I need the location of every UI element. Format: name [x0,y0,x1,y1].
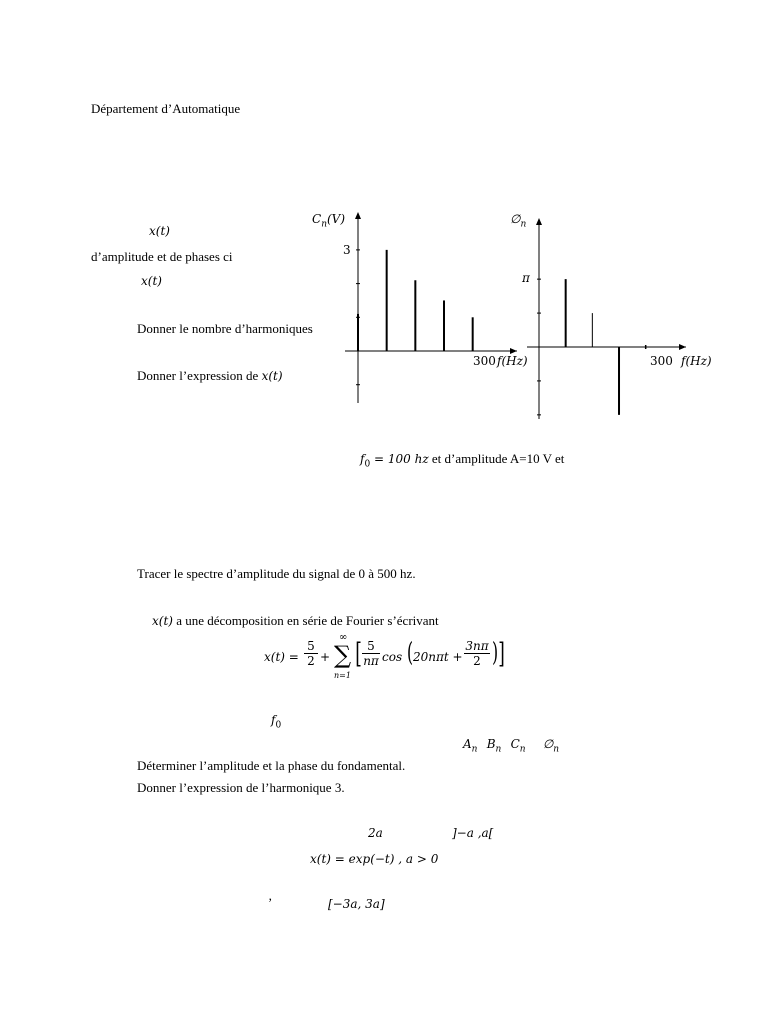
coeff-C-sub: n [519,744,526,755]
eq-paren-left: ( [407,638,414,668]
eq-frac3-den: 2 [473,654,481,668]
f0-value: = 100 hz [370,452,429,466]
f0-symbol-2 [271,713,281,731]
eq-cos: cos [382,650,403,664]
phase-axis-base: ∅ [510,212,521,226]
amplitude-xaxis-label: f(Hz) [497,354,528,368]
f0-statement [360,452,564,470]
question-trace-spectrum: Tracer le spectre d’amplitude du signal de 0 à 500 hz. [137,566,416,581]
question-fundamental: Déterminer l’amplitude et la phase du fondamental. [137,758,406,773]
signal-label-2: x(t) [141,274,162,288]
period-label: 2a [368,826,383,840]
coeff-phi-sub: n [553,744,560,755]
eq-lhs: x(t) = [264,650,299,664]
eq-sum-top: ∞ [339,632,348,643]
signal-label: x(t) [149,224,170,238]
f0-sub: 0 [364,459,371,470]
eq-frac2-num: 5 [362,639,380,654]
coefficients-list [463,737,559,755]
eq-frac3-num: 3nπ [465,639,489,653]
coeff-B-sub: n [495,744,502,755]
eq-frac2 [362,639,380,668]
eq-frac2-den: nπ [363,654,379,668]
amplitude-axis-unit: (V) [326,212,346,226]
eq-frac1 [304,639,318,668]
eq-frac3 [464,639,490,668]
question-harmonic-3: Donner l’expression de l’harmonique 3. [137,780,345,795]
coeff-B: B [486,737,496,751]
eq-bracket-right: ] [498,637,505,670]
signal-equation: x(t) = exp(−t) , a > 0 [310,852,439,866]
eq-frac1-den: 2 [307,654,315,668]
phase-xtick-label: 300 [650,354,673,368]
amplitude-ytick-label: 3 [343,243,351,257]
eq-sum: ∑ [334,641,352,669]
f0-2-sub: 0 [275,720,282,731]
department-header: Département d’Automatique [91,101,241,116]
fourier-intro [152,614,439,627]
phase-y-arrow [536,218,542,225]
amplitude-axis-base: C [312,212,322,226]
interval-label: ]−a ,a[ [452,826,494,840]
eq-paren-right: ) [492,638,499,668]
question-expression-text: Donner l’expression de [137,368,262,383]
eq-bracket-left: [ [355,637,362,670]
amplitude-axis-label [312,212,345,230]
eq-plus: + [320,650,331,664]
coeff-A-sub: n [471,744,478,755]
phase-axis-sub: n [520,219,527,230]
eq-arg: 20nπt + [413,650,463,664]
apostrophe-mark: ’ [268,895,273,910]
eq-sum-bottom: n=1 [334,671,351,680]
phase-axis-label [510,212,526,230]
amplitude-chart-group [345,212,517,403]
question-expression-math: x(t) [261,369,283,383]
phase-xaxis-label: f(Hz) [681,354,712,368]
coeff-phi: ∅ [542,737,554,751]
coeff-A: A [463,737,472,751]
amplitude-axis-sub: n [321,219,327,230]
coeff-C: C [510,737,520,751]
phase-ytick-label: π [522,271,530,285]
f0-2-base: f [271,713,276,727]
f0-symbol: f [360,452,365,466]
amplitude-phase-line: d’amplitude et de phases ci [91,249,233,264]
amplitude-xtick-label: 300 [473,354,496,368]
interval-2-label: [−3a, 3a] [328,897,385,911]
fourier-intro-text: a une décomposition en série de Fourier s’écrivant [172,613,439,628]
f0-text: et d’amplitude A=10 V et [428,451,565,466]
question-harmonics: Donner le nombre d’harmoniques [137,321,313,336]
fourier-intro-math: x(t) [152,614,173,628]
phase-chart-group [527,218,686,419]
eq-frac1-num: 5 [304,639,318,654]
phase-x-arrow [679,344,686,350]
amp-y-arrow [355,212,361,219]
